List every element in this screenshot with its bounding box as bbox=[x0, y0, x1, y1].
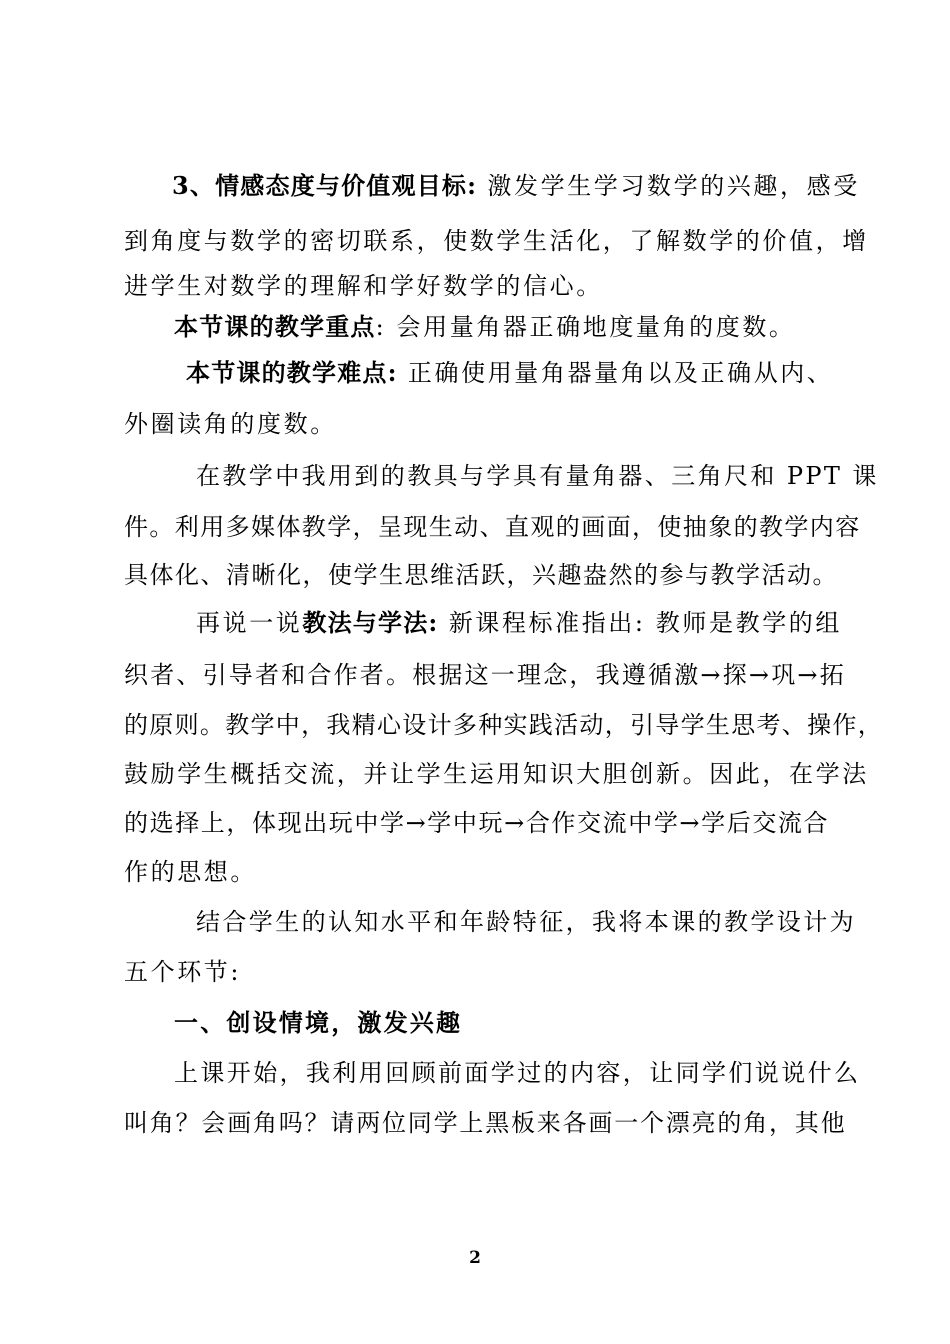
design-line-1: 结合学生的认知水平和年龄特征，我将本课的教学设计为 bbox=[196, 908, 856, 936]
tools-line-1: 在教学中我用到的教具与学具有量角器、三角尺和 PPT 课 bbox=[196, 462, 879, 490]
goal3-label: 3、情感态度与价值观目标: bbox=[172, 171, 478, 200]
methods-line-4: 鼓励学生概括交流，并让学生运用知识大胆创新。因此，在学法 bbox=[124, 760, 869, 788]
methods-text: 新课程标准指出: 教师是教学的组 bbox=[438, 609, 843, 637]
methods-prefix: 再说一说 bbox=[196, 609, 303, 637]
methods-line-3: 的原则。教学中，我精心设计多种实践活动，引导学生思考、操作， bbox=[124, 711, 883, 739]
goal3-line-3: 进学生对数学的理解和学好数学的信心。 bbox=[124, 272, 603, 300]
key-point-label: 本节课的教学重点 bbox=[174, 312, 376, 341]
key-point-line bbox=[174, 312, 796, 342]
page-number: 2 bbox=[469, 1248, 481, 1268]
goal3-text: 激发学生学习数学的兴趣，感受 bbox=[477, 172, 860, 200]
methods-line-5: 的选择上，体现出玩中学→学中玩→合作交流中学→学后交流合 bbox=[124, 809, 830, 837]
design-line-2: 五个环节: bbox=[124, 958, 242, 986]
goal3-line-1 bbox=[172, 171, 860, 201]
section-1-heading: 一、创设情境，激发兴趣 bbox=[174, 1008, 463, 1037]
difficulty-label: 本节课的教学难点: bbox=[186, 358, 398, 387]
goal3-line-2: 到角度与数学的密切联系，使数学生活化，了解数学的价值，增 bbox=[124, 227, 869, 255]
difficulty-line-1 bbox=[186, 358, 834, 388]
difficulty-text: 正确使用量角器量角以及正确从内、 bbox=[397, 359, 834, 387]
key-point-text: : 会用量角器正确地度量角的度数。 bbox=[375, 313, 796, 341]
tools-line-3: 具体化、清晰化，使学生思维活跃，兴趣盎然的参与教学活动。 bbox=[124, 561, 838, 589]
difficulty-line-2: 外圈读角的度数。 bbox=[124, 410, 337, 438]
methods-label: 教法与学法: bbox=[302, 608, 439, 637]
section-1-line-1: 上课开始，我利用回顾前面学过的内容，让同学们说说什么 bbox=[174, 1059, 861, 1087]
methods-line-2: 织者、引导者和合作者。根据这一理念，我遵循激→探→巩→拓 bbox=[124, 661, 846, 689]
methods-line-6: 作的思想。 bbox=[124, 858, 257, 886]
methods-line-1 bbox=[196, 608, 842, 638]
tools-line-2: 件。利用多媒体教学，呈现生动、直观的画面，使抽象的教学内容 bbox=[124, 513, 861, 541]
section-1-line-2: 叫角？会画角吗？请两位同学上黑板来各画一个漂亮的角，其他 bbox=[124, 1109, 847, 1137]
